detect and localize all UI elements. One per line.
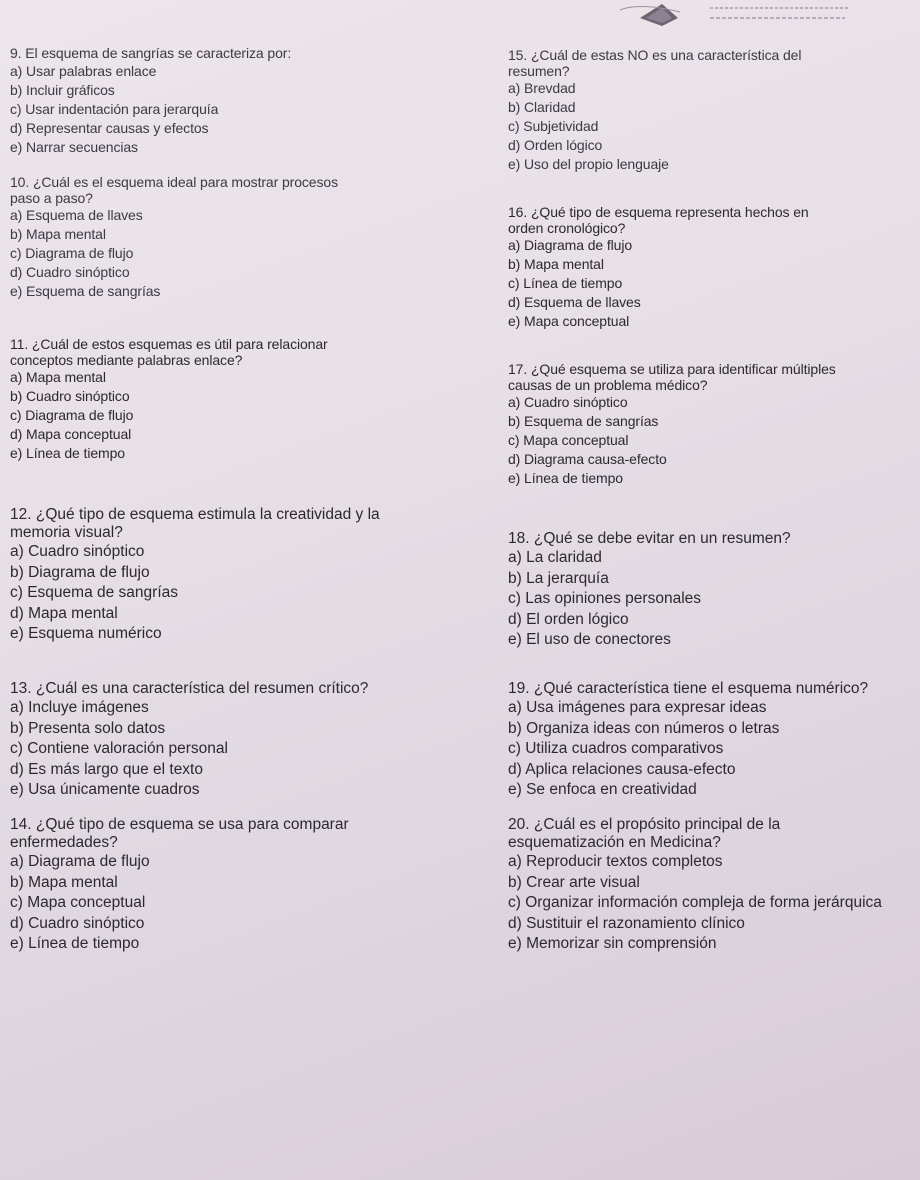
option-a: a) Cuadro sinóptico bbox=[10, 543, 145, 560]
option-b: b) Incluir gráficos bbox=[10, 81, 115, 98]
option-a: a) Diagrama de flujo bbox=[10, 853, 150, 870]
question-text: ¿Cuál es el esquema ideal para mostrar procesos paso a paso? bbox=[10, 174, 338, 206]
question-number: 17. bbox=[508, 361, 528, 377]
option-b: b) Presenta solo datos bbox=[10, 719, 166, 737]
option-d: d) Representar causas y efectos bbox=[10, 119, 209, 136]
question-number: 13. bbox=[10, 680, 32, 697]
option-e: e) Uso del propio lenguaje bbox=[508, 156, 669, 172]
option-c: c) Las opiniones personales bbox=[508, 590, 702, 607]
option-d: d) Es más largo que el texto bbox=[10, 760, 203, 778]
option-e: e) Mapa conceptual bbox=[508, 313, 630, 329]
option-e: e) El uso de conectores bbox=[508, 631, 671, 648]
question-number: 16. bbox=[508, 204, 528, 220]
option-e: e) Narrar secuencias bbox=[10, 138, 138, 155]
option-d: d) Aplica relaciones causa-efecto bbox=[508, 760, 736, 778]
option-d: d) Cuadro sinóptico bbox=[10, 264, 130, 280]
option-b: b) Diagrama de flujo bbox=[10, 563, 150, 581]
option-b: b) Claridad bbox=[508, 99, 576, 115]
option-e: e) Línea de tiempo bbox=[10, 445, 125, 461]
option-c: c) Usar indentación para jerarquía bbox=[10, 100, 219, 117]
question-number: 10. bbox=[10, 174, 30, 190]
question-18 bbox=[508, 530, 908, 651]
question-20 bbox=[508, 816, 908, 955]
question-17 bbox=[508, 362, 908, 488]
option-b: b) Cuadro sinóptico bbox=[10, 388, 130, 404]
question-text: El esquema de sangrías se caracteriza por: bbox=[25, 45, 292, 61]
question-text: ¿Cuál es el propósito principal de la esquematización en Medicina? bbox=[508, 816, 781, 851]
option-a: a) Diagrama de flujo bbox=[508, 237, 633, 253]
option-a: a) Reproducir textos completos bbox=[508, 853, 723, 870]
option-b: b) Crear arte visual bbox=[508, 873, 640, 891]
question-11 bbox=[10, 337, 450, 463]
question-number: 12. bbox=[10, 506, 32, 523]
option-a: a) Cuadro sinóptico bbox=[508, 394, 628, 410]
option-a: a) Mapa mental bbox=[10, 369, 106, 385]
question-number: 9. bbox=[10, 45, 22, 61]
question-text: ¿Qué característica tiene el esquema numérico? bbox=[533, 680, 869, 697]
question-text: ¿Qué esquema se utiliza para identificar múltiples causas de un problema médico? bbox=[508, 361, 836, 393]
question-text: ¿Qué tipo de esquema se usa para comparar enfermedades? bbox=[10, 816, 349, 851]
option-b: b) Organiza ideas con números o letras bbox=[508, 719, 780, 737]
question-number: 11. bbox=[10, 336, 29, 352]
option-a: a) Brevdad bbox=[508, 80, 576, 96]
option-b: b) La jerarquía bbox=[508, 569, 609, 587]
header-logo-icon bbox=[600, 0, 900, 30]
question-12 bbox=[10, 506, 450, 645]
option-b: b) Mapa mental bbox=[10, 226, 106, 242]
option-c: c) Mapa conceptual bbox=[508, 432, 629, 448]
option-a: a) Usa imágenes para expresar ideas bbox=[508, 699, 767, 716]
option-d: d) Esquema de llaves bbox=[508, 294, 641, 310]
question-number: 14. bbox=[10, 816, 32, 833]
question-text: ¿Cuál es una característica del resumen crítico? bbox=[35, 680, 369, 697]
question-text: ¿Cuál de estas NO es una característica del resumen? bbox=[508, 47, 802, 79]
option-e: e) Esquema numérico bbox=[10, 625, 162, 642]
option-c: c) Contiene valoración personal bbox=[10, 740, 228, 757]
option-e: e) Línea de tiempo bbox=[10, 935, 140, 952]
option-d: d) Mapa conceptual bbox=[10, 426, 132, 442]
option-a: a) Incluye imágenes bbox=[10, 699, 149, 716]
question-9 bbox=[10, 46, 450, 157]
option-b: b) Mapa mental bbox=[508, 256, 604, 272]
option-c: c) Organizar información compleja de forma jerárquica bbox=[508, 894, 882, 911]
question-text: ¿Cuál de estos esquemas es útil para relacionar conceptos mediante palabras enlace? bbox=[10, 336, 328, 368]
option-a: a) La claridad bbox=[508, 549, 602, 566]
option-e: e) Memorizar sin comprensión bbox=[508, 935, 717, 952]
option-c: c) Utiliza cuadros comparativos bbox=[508, 740, 724, 757]
option-a: a) Usar palabras enlace bbox=[10, 62, 157, 79]
question-13 bbox=[10, 680, 450, 801]
option-c: c) Mapa conceptual bbox=[10, 894, 146, 911]
option-e: e) Usa únicamente cuadros bbox=[10, 781, 200, 798]
question-number: 20. bbox=[508, 816, 530, 833]
question-number: 15. bbox=[508, 47, 528, 63]
option-c: c) Diagrama de flujo bbox=[10, 245, 134, 261]
option-d: d) Sustituir el razonamiento clínico bbox=[508, 914, 745, 932]
option-b: b) Esquema de sangrías bbox=[508, 413, 659, 429]
question-text: ¿Qué tipo de esquema representa hechos en orden cronológico? bbox=[508, 204, 809, 236]
question-number: 19. bbox=[508, 680, 530, 697]
option-d: d) Cuadro sinóptico bbox=[10, 914, 145, 932]
option-d: d) Diagrama causa-efecto bbox=[508, 451, 667, 467]
question-text: ¿Qué se debe evitar en un resumen? bbox=[533, 530, 791, 547]
question-10 bbox=[10, 175, 450, 301]
option-c: c) Subjetividad bbox=[508, 118, 599, 134]
option-d: d) El orden lógico bbox=[508, 610, 629, 628]
question-16 bbox=[508, 205, 908, 331]
question-text: ¿Qué tipo de esquema estimula la creatividad y la memoria visual? bbox=[10, 506, 380, 541]
option-c: c) Línea de tiempo bbox=[508, 275, 623, 291]
option-b: b) Mapa mental bbox=[10, 873, 118, 891]
option-d: d) Mapa mental bbox=[10, 604, 118, 622]
question-15 bbox=[508, 48, 908, 174]
option-a: a) Esquema de llaves bbox=[10, 207, 143, 223]
option-d: d) Orden lógico bbox=[508, 137, 603, 153]
option-e: e) Línea de tiempo bbox=[508, 470, 623, 486]
option-c: c) Diagrama de flujo bbox=[10, 407, 134, 423]
question-number: 18. bbox=[508, 530, 530, 547]
option-c: c) Esquema de sangrías bbox=[10, 584, 179, 601]
option-e: e) Se enfoca en creatividad bbox=[508, 781, 697, 798]
question-19 bbox=[508, 680, 908, 801]
question-14 bbox=[10, 816, 450, 955]
option-e: e) Esquema de sangrías bbox=[10, 283, 161, 299]
